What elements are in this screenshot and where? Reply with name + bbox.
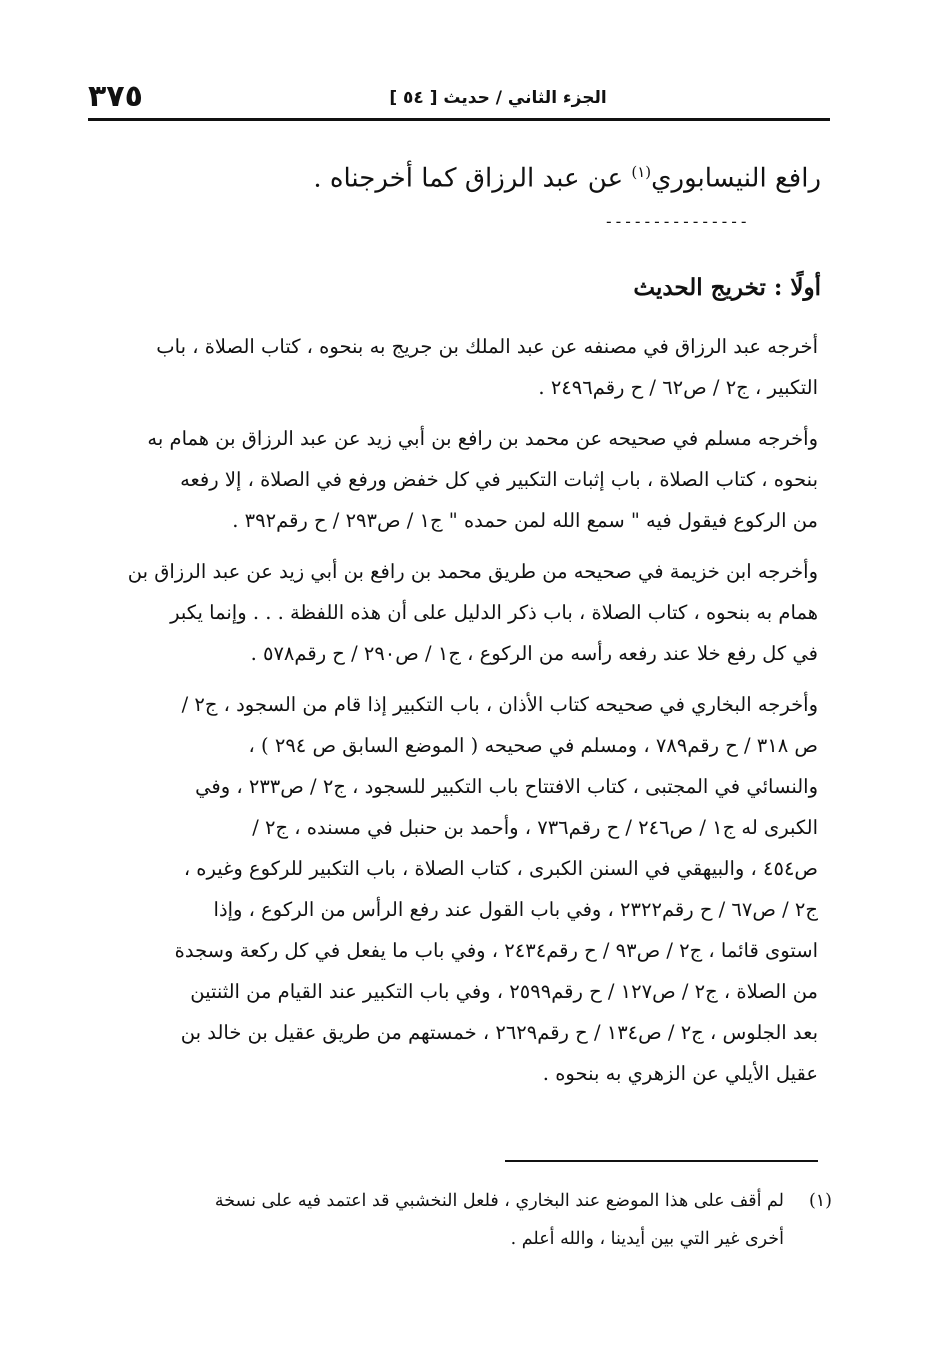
dashed-separator: ---------------	[604, 212, 749, 231]
footnote-line: أخرى غير التي بين أيدينا ، والله أعلم .	[510, 1229, 784, 1249]
text-line: التكبير ، ج٢ / ص٦٢ / ح رقم٢٤٩٦ .	[538, 376, 818, 399]
text-line: من الصلاة ، ج٢ / ص١٢٧ / ح رقم٢٥٩٩ ، وفي باب التكبير عند القيام من الثنتين	[190, 980, 818, 1003]
text-line: وأخرجه مسلم في صحيحه عن محمد بن رافع بن أبي زيد عن عبد الرزاق بن همام به	[147, 427, 818, 450]
section-heading: أولًا : تخريج الحديث	[633, 274, 821, 301]
text-line: استوى قائما ، ج٢ / ص٩٣ / ح رقم٢٤٣٤ ، وفي باب ما يفعل في كل ركعة وسجدة	[174, 939, 818, 962]
text-line: همام به بنحوه ، كتاب الصلاة ، باب ذكر الدليل على أن هذه اللفظة . . . وإنما يكبر	[170, 601, 818, 624]
paragraph	[90, 684, 818, 1094]
paragraph	[90, 551, 818, 674]
paragraph	[90, 326, 818, 408]
text-line: عقيل الأيلي عن الزهري به بنحوه .	[542, 1062, 818, 1085]
paragraph	[90, 418, 818, 541]
footnote-separator	[505, 1160, 818, 1162]
text-line: بعد الجلوس ، ج٢ / ص١٣٤ / ح رقم٢٦٢٩ ، خمستهم من طريق عقيل بن خالد بن	[180, 1021, 818, 1044]
text-line: من الركوع فيقول فيه " سمع الله لمن حمده " ج١ / ص٢٩٣ / ح رقم٣٩٢ .	[232, 509, 818, 532]
body-text	[90, 326, 818, 1104]
footnote	[92, 1182, 832, 1258]
footnote-line: لم أقف على هذا الموضع عند البخاري ، فلعل النخشبي قد اعتمد فيه على نسخة	[214, 1191, 784, 1211]
text-line: ج٢ / ص٦٧ / ح رقم٢٣٢٢ ، وفي باب القول عند رفع الرأس من الركوع ، وإذا	[213, 898, 818, 921]
text-line: وأخرجه البخاري في صحيحه كتاب الأذان ، باب التكبير إذا قام من السجود ، ج٢ /	[181, 693, 818, 716]
text-line: والنسائي في المجتبى ، كتاب الافتتاح باب التكبير للسجود ، ج٢ / ص٢٣٣ ، وفي	[195, 775, 818, 798]
intro-text-before-note: رافع النيسابوري	[651, 163, 821, 194]
intro-text-after-note: عن عبد الرزاق كما أخرجناه .	[313, 163, 632, 194]
text-line: وأخرجه ابن خزيمة في صحيحه من طريق محمد بن رافع بن أبي زيد عن عبد الرزاق بن	[127, 560, 818, 583]
text-line: ص ٣١٨ / ح رقم٧٨٩ ، ومسلم في صحيحه ( الموضع السابق ص ٢٩٤ ) ،	[248, 734, 818, 757]
text-line: في كل رفع خلا عند رفعه رأسه من الركوع ، ج١ / ص٢٩٠ / ح رقم٥٧٨ .	[250, 642, 818, 665]
intro-line	[200, 148, 821, 203]
text-line: ص٤٥٤ ، والبيهقي في السنن الكبرى ، كتاب الصلاة ، باب التكبير للركوع وغيره ،	[183, 857, 818, 880]
page-number: ٣٧٥	[88, 79, 143, 114]
text-line: الكبرى له ج١ / ص٢٤٦ / ح رقم٧٣٦ ، وأحمد بن حنبل في مسنده ، ج٢ /	[252, 816, 818, 839]
page-header	[88, 80, 830, 121]
footnote-reference: (١)	[631, 163, 652, 181]
text-line: بنحوه ، كتاب الصلاة ، باب إثبات التكبير في كل خفض ورفع في الصلاة ، إلا رفعه	[180, 468, 818, 491]
text-line: أخرجه عبد الرزاق في مصنفه عن عبد الملك بن جريج به بنحوه ، كتاب الصلاة ، باب	[156, 335, 818, 358]
footnotes	[92, 1182, 832, 1258]
footnote-marker: (١)	[808, 1191, 832, 1211]
running-title: الجزء الثاني / حديث [ ٥٤ ]	[389, 88, 607, 108]
